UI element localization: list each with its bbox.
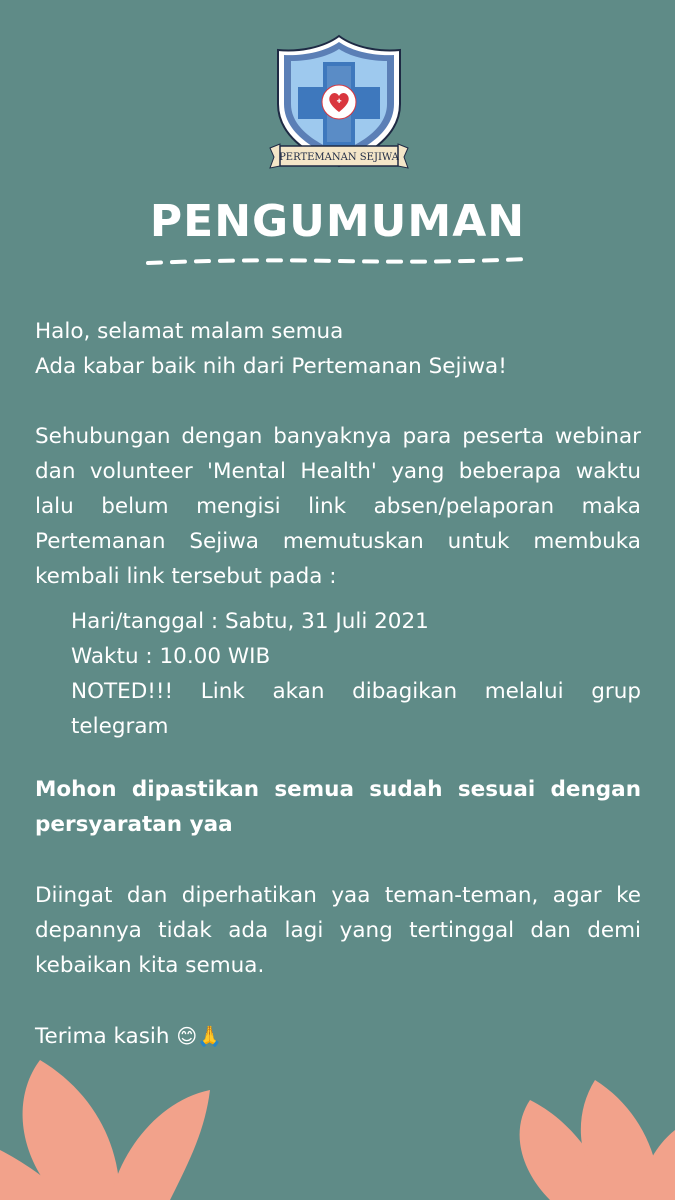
- greeting-line-1: Halo, selamat malam semua: [35, 319, 344, 344]
- closing-emojis: 😊🙏: [176, 1024, 223, 1048]
- greeting-line-2: Ada kabar baik nih dari Pertemanan Sejiwa!: [35, 354, 507, 379]
- detail-note: NOTED!!! Link akan dibagikan melalui grup telegram: [71, 679, 641, 739]
- detail-time: Waktu : 10.00 WIB: [71, 644, 271, 669]
- announcement-body: [35, 314, 641, 1054]
- detail-date: Hari/tanggal : Sabtu, 31 Juli 2021: [71, 609, 429, 634]
- svg-text:✚: ✚: [336, 98, 342, 105]
- logo-banner-text: PERTEMANAN SEJIWA: [279, 152, 399, 163]
- decorative-leaves-left: [0, 1040, 220, 1200]
- title-dashed-underline: [146, 254, 530, 268]
- decorative-leaves-right: [500, 1070, 675, 1200]
- closing-text: Terima kasih: [35, 1024, 170, 1049]
- page-title: PENGUMUMAN: [149, 196, 526, 247]
- pertemanan-sejiwa-logo: [268, 34, 410, 172]
- reminder-bold: Mohon dipastikan semua sudah sesuai dengan persyaratan yaa: [35, 777, 641, 837]
- paragraph-closing: Diingat dan diperhatikan yaa teman-teman, agar ke depannya tidak ada lagi yang tertinggal dan demi kebaikan kita semua.: [35, 883, 641, 978]
- paragraph-intro: Sehubungan dengan banyaknya para peserta webinar dan volunteer 'Mental Health' yang beberapa waktu lalu belum mengisi link absen/pelaporan maka Pertemanan Sejiwa memutuskan untuk membuka kembali link tersebut pada :: [35, 424, 641, 589]
